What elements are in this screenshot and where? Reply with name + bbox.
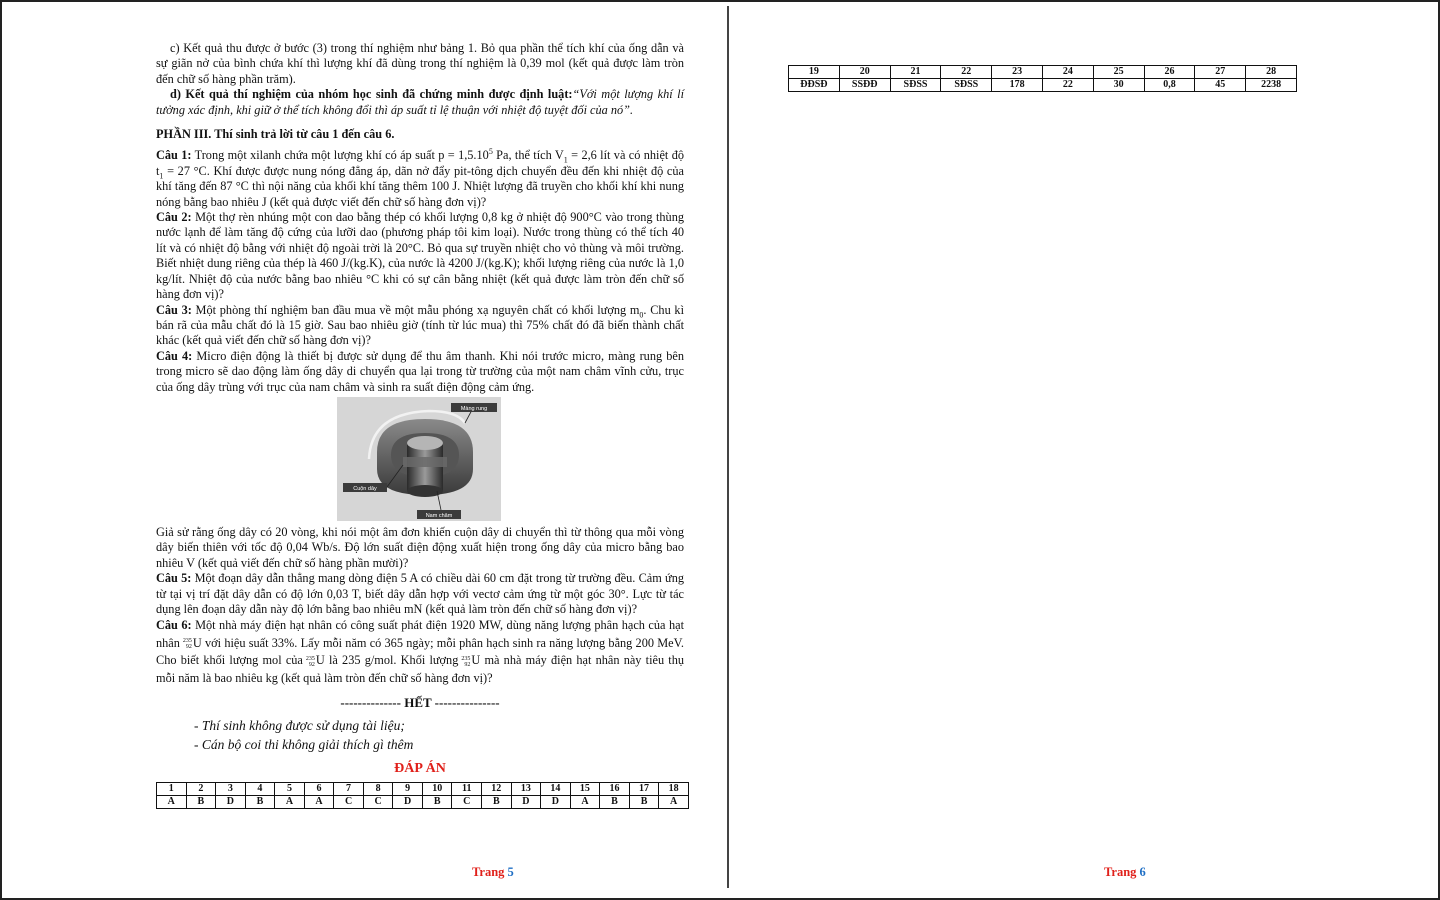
answer-cell: D [216, 796, 246, 809]
micro-figure-container [156, 397, 684, 521]
question-number-cell: 24 [1042, 66, 1093, 79]
page-6-content [788, 65, 1297, 92]
question-number-cell: 17 [629, 783, 659, 796]
answer-cell: 0,8 [1144, 79, 1195, 92]
coil-label: Cuộn dây [353, 485, 377, 492]
footer-label: Trang [1104, 865, 1137, 879]
question-number-cell: 27 [1195, 66, 1246, 79]
answer-values-row [157, 796, 689, 809]
answer-cell: C [452, 796, 482, 809]
answer-key-title: ĐÁP ÁN [394, 760, 446, 776]
question-number-cell: 9 [393, 783, 423, 796]
page-6 [729, 0, 1440, 900]
footer-label: Trang [472, 865, 505, 879]
answer-cell: 178 [992, 79, 1043, 92]
answer-table-19-28 [788, 65, 1297, 92]
question-number-cell: 7 [334, 783, 364, 796]
magnet-label: Nam châm [425, 512, 453, 519]
answer-cell: SĐSS [890, 79, 941, 92]
question-number-cell: 12 [482, 783, 512, 796]
question-number-cell: 18 [659, 783, 689, 796]
footer-page-number: 6 [1139, 865, 1146, 879]
question-1: Câu 1: Trong một xilanh chứa một lượng khí có áp suất $p = 1,5.10^5$ Pa, thể tích $V_1 = 2,6$ lít và có nhiệt độ $t_1 = 27$ °C. Khí được được nung nóng đẳng áp, dãn nở đẩy pit-tông dịch chuyển đều đến khi nhiệt độ của khí tăng đến 87 °C thì nội năng của khối khí tăng thêm 100 J. Nhiệt lượng đã truyền cho khối khí khi nung nóng bằng bao nhiêu J (kết quả được viết đến chữ số hàng đơn vị)? [156, 147, 684, 209]
nuclide-u235: 235 92 [461, 655, 471, 668]
question-number-cell: 28 [1246, 66, 1297, 79]
question-number-cell: 4 [245, 783, 275, 796]
answer-cell: A [157, 796, 187, 809]
question-number-cell: 19 [789, 66, 840, 79]
question-number-cell: 20 [839, 66, 890, 79]
answer-numbers-row [789, 66, 1297, 79]
question-number-cell: 21 [890, 66, 941, 79]
question-6: Câu 6: Một nhà máy điện hạt nhân có công suất phát điện 1920 MW, dùng năng lượng phân hạch của hạt nhân 235 92 U với hiệu suất 33%. Lấy mỗi năm có 365 ngày; mỗi phân hạch sinh ra năng lượng bằng 200 MeV. Cho biết khối lượng mol của 235 92 U là 235 g/mol. Khối lượng 235 92 U mà nhà máy điện hạt nhân này tiêu thụ mỗi năm là bao nhiêu kg (kết quả làm tròn đến chữ số hàng đơn vị)? [156, 618, 685, 685]
answer-cell: A [275, 796, 305, 809]
answer-cell: 30 [1093, 79, 1144, 92]
end-marker: -------------- HẾT --------------- [340, 695, 500, 711]
membrane-label: Màng rung [460, 405, 488, 412]
note-no-materials: - Thí sinh không được sử dụng tài liệu; [194, 717, 405, 733]
section-title: PHẦN III. Thí sinh trả lời từ câu 1 đến câu 6. [156, 127, 395, 142]
answer-cell: SSĐĐ [839, 79, 890, 92]
question-number-cell: 13 [511, 783, 541, 796]
answer-cell: B [482, 796, 512, 809]
page-6-footer [1104, 865, 1146, 880]
answer-cell: A [659, 796, 689, 809]
question-number-cell: 23 [992, 66, 1043, 79]
question-5: Câu 5: Một đoạn dây dẫn thẳng mang dòng điện 5 A có chiều dài 60 cm đặt trong từ trường đều. Cảm ứng từ tại vị trí đặt dây dẫn có độ lớn 0,03 T, biết dây dẫn hợp với vectơ cảm ứng từ một góc 30°. Lực từ tác dụng lên đoạn dây dẫn này độ lớn bằng bao nhiêu mN (kết quả làm tròn đến chữ số hàng đơn vị)? [156, 571, 684, 616]
answer-cell: A [304, 796, 334, 809]
note-no-explanation: - Cán bộ coi thi không giải thích gì thêm [194, 737, 414, 753]
question-number-cell: 15 [570, 783, 600, 796]
answer-cell: B [186, 796, 216, 809]
answer-cell: D [541, 796, 571, 809]
answer-cell: B [422, 796, 452, 809]
question-number-cell: 1 [157, 783, 187, 796]
nuclide-u235: 235 92 [182, 638, 192, 651]
question-number-cell: 3 [216, 783, 246, 796]
question-4: Câu 4: Micro điện động là thiết bị được sử dụng để thu âm thanh. Khi nói trước micro, màng rung bên trong micro sẽ dao động làm ống dây di chuyển qua lại trong từ trường của một nam châm vĩnh cửu, trục của ống dây trùng với trục của nam châm và sinh ra suất điện động cảm ứng. [156, 348, 684, 394]
answer-cell: C [334, 796, 364, 809]
question-number-cell: 6 [304, 783, 334, 796]
question-number-cell: 5 [275, 783, 305, 796]
answer-cell: A [570, 796, 600, 809]
page-5-content [156, 41, 684, 809]
part-d-paragraph: d) Kết quả thí nghiệm của nhóm học sinh đã chứng minh được định luật:“Với một lượng khí lí tưởng xác định, khi giữ ở thể tích không đổi thì áp suất tỉ lệ thuận với nhiệt độ tuyệt đối của nó”. [156, 87, 684, 117]
question-number-cell: 16 [600, 783, 630, 796]
question-number-cell: 22 [941, 66, 992, 79]
answer-numbers-row [157, 783, 689, 796]
question-number-cell: 10 [422, 783, 452, 796]
answer-cell: D [393, 796, 423, 809]
nuclide-u235: 235 92 [305, 655, 315, 668]
answer-cell: 45 [1195, 79, 1246, 92]
answer-values-row [789, 79, 1297, 92]
question-number-cell: 26 [1144, 66, 1195, 79]
question-number-cell: 25 [1093, 66, 1144, 79]
answer-cell: 22 [1042, 79, 1093, 92]
question-number-cell: 14 [541, 783, 571, 796]
page-5-footer [472, 865, 514, 880]
question-number-cell: 2 [186, 783, 216, 796]
answer-cell: B [629, 796, 659, 809]
question-3: Câu 3: Một phòng thí nghiệm ban đầu mua về một mẫu phóng xạ nguyên chất có khối lượng $m_0$. Chu kì bán rã của mẫu chất đó là 15 giờ. Sau bao nhiêu giờ (tính từ lúc mua) thì 75% chất đó đã biến thành chất khác (kết quả viết đến chữ số hàng đơn vị)? [156, 302, 684, 348]
part-c-paragraph: c) Kết quả thu được ở bước (3) trong thí nghiệm như bảng 1. Bỏ qua phần thể tích khí của ống dẫn và sự giãn nở của bình chứa khí thì lượng khí đã dùng trong thí nghiệm là 0,39 mol (kết quả được làm tròn đến chữ số hàng phần trăm). [156, 41, 684, 86]
question-number-cell: 8 [363, 783, 393, 796]
footer-page-number: 5 [507, 865, 514, 879]
microphone-diagram [337, 397, 501, 521]
answer-cell: SĐSS [941, 79, 992, 92]
answer-cell: C [363, 796, 393, 809]
question-4-continued: Giả sử rằng ống dây có 20 vòng, khi nói một âm đơn khiến cuộn dây di chuyển thì từ thông qua mỗi vòng dây biến thiên với tốc độ 0,04 Wb/s. Độ lớn suất điện động xuất hiện trong ống dây của micro bằng bao nhiêu V (kết quả viết đến chữ số hàng phần mười)? [156, 524, 684, 570]
answer-cell: ĐĐSĐ [789, 79, 840, 92]
answer-cell: 2238 [1246, 79, 1297, 92]
answer-table-1-18 [156, 782, 689, 809]
answer-cell: B [600, 796, 630, 809]
answer-cell: D [511, 796, 541, 809]
answer-cell: B [245, 796, 275, 809]
question-2: Câu 2: Một thợ rèn nhúng một con dao bằng thép có khối lượng 0,8 kg ở nhiệt độ 900°C vào trong thùng nước lạnh để làm tăng độ cứng của lưỡi dao (phương pháp tôi kim loại). Nước trong thùng có thể tích 40 lít và có nhiệt độ bằng với nhiệt độ ngoài trời là 20°C. Bỏ qua sự truyền nhiệt cho vỏ thùng và môi trường. Biết nhiệt dung riêng của thép là 460 J/(kg.K), của nước là 4200 J/(kg.K); khối lượng riêng của nước là 1,0 kg/lít. Nhiệt độ của nước bằng bao nhiêu °C khi có sự cân bằng nhiệt (kết quả được làm tròn đến chữ số hàng đơn vị)? [156, 210, 684, 302]
question-number-cell: 11 [452, 783, 482, 796]
